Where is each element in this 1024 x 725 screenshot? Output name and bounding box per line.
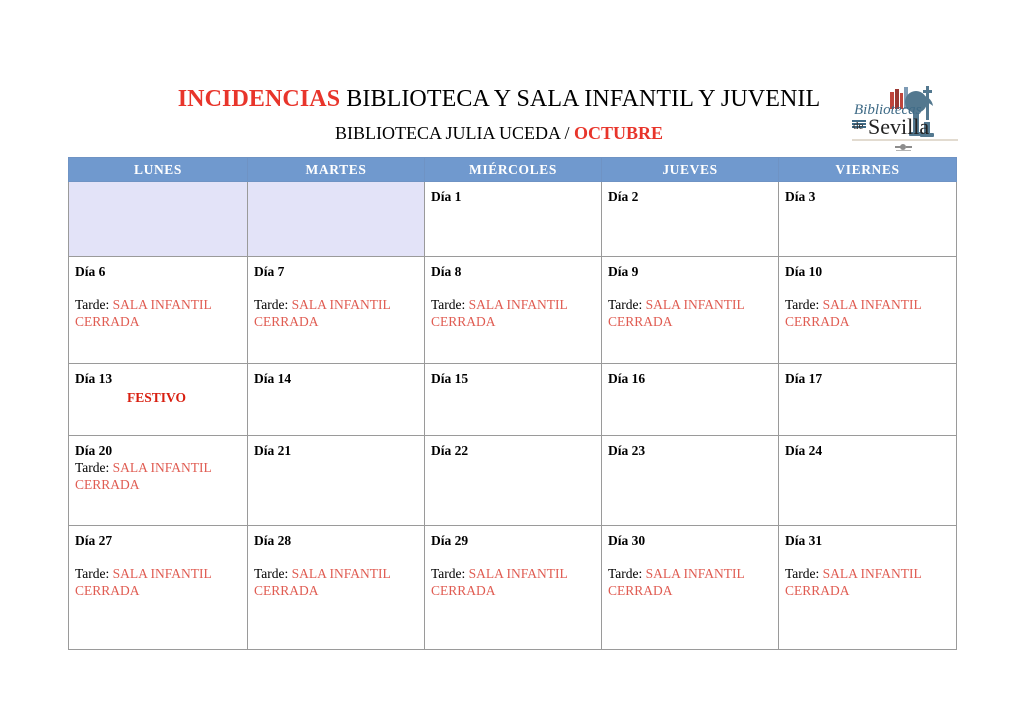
day-cell-content bbox=[69, 257, 247, 334]
calendar-day-cell bbox=[602, 436, 779, 526]
closure-note-prefix: Tarde: bbox=[254, 297, 292, 312]
calendar-day-cell bbox=[69, 436, 248, 526]
closure-note-status: SALA INFANTIL CERRADA bbox=[75, 460, 212, 492]
calendar-day-cell bbox=[69, 526, 248, 650]
closure-note bbox=[431, 296, 596, 330]
calendar-day-cell bbox=[779, 364, 957, 436]
calendar-day-cell bbox=[425, 364, 602, 436]
calendar-day-cell bbox=[425, 257, 602, 364]
calendar-day-cell bbox=[779, 257, 957, 364]
closure-note bbox=[785, 296, 951, 330]
day-label: Día 20 bbox=[75, 443, 113, 458]
day-label: Día 28 bbox=[254, 533, 292, 548]
column-header-lunes: LUNES bbox=[69, 158, 248, 182]
closure-note-status: SALA INFANTIL CERRADA bbox=[254, 566, 391, 598]
calendar-day-cell bbox=[425, 436, 602, 526]
day-label: Día 6 bbox=[75, 264, 106, 279]
day-cell-content bbox=[248, 526, 424, 603]
closure-note bbox=[431, 565, 596, 599]
closure-note-status: SALA INFANTIL CERRADA bbox=[608, 566, 745, 598]
closure-note bbox=[254, 296, 419, 330]
day-cell-content bbox=[248, 436, 424, 463]
closure-note-prefix: Tarde: bbox=[608, 297, 646, 312]
day-cell-content bbox=[602, 257, 778, 334]
column-header-martes: MARTES bbox=[248, 158, 425, 182]
page-subtitle-main: BIBLIOTECA JULIA UCEDA / bbox=[334, 123, 574, 143]
calendar-day-cell bbox=[248, 257, 425, 364]
closure-note-status: SALA INFANTIL CERRADA bbox=[431, 297, 568, 329]
calendar-day-cell bbox=[779, 182, 957, 257]
closure-note-prefix: Tarde: bbox=[785, 566, 823, 581]
calendar-week-row bbox=[69, 364, 957, 436]
day-cell-content bbox=[779, 257, 956, 334]
day-cell-content bbox=[69, 364, 247, 410]
day-label: Día 27 bbox=[75, 533, 113, 548]
day-cell-content bbox=[69, 436, 247, 497]
closure-note-status: SALA INFANTIL CERRADA bbox=[431, 566, 568, 598]
calendar-week-row bbox=[69, 257, 957, 364]
day-cell-content bbox=[425, 364, 601, 391]
day-cell-content bbox=[779, 364, 956, 391]
calendar-day-cell bbox=[69, 257, 248, 364]
closure-note-prefix: Tarde: bbox=[75, 460, 113, 475]
day-label: Día 24 bbox=[785, 443, 823, 458]
day-label: Día 1 bbox=[431, 189, 462, 204]
column-header-miercoles: MIÉRCOLES bbox=[425, 158, 602, 182]
closure-note-prefix: Tarde: bbox=[254, 566, 292, 581]
day-cell-content bbox=[248, 182, 424, 192]
calendar-header-row bbox=[69, 158, 957, 182]
calendar-day-cell bbox=[602, 257, 779, 364]
day-cell-content bbox=[248, 364, 424, 391]
day-label: Día 3 bbox=[785, 189, 816, 204]
day-label: Día 9 bbox=[608, 264, 639, 279]
day-cell-content bbox=[69, 182, 247, 192]
day-label: Día 23 bbox=[608, 443, 646, 458]
day-label: Día 14 bbox=[254, 371, 292, 386]
closure-note-status: SALA INFANTIL CERRADA bbox=[75, 566, 212, 598]
column-header-jueves: JUEVES bbox=[602, 158, 779, 182]
day-label: Día 29 bbox=[431, 533, 469, 548]
logo-text-de: de bbox=[853, 120, 864, 132]
page-title-rest: BIBLIOTECA Y SALA INFANTIL Y JUVENIL bbox=[340, 86, 821, 112]
day-cell-content bbox=[425, 436, 601, 463]
calendar-table bbox=[68, 157, 957, 650]
closure-note-prefix: Tarde: bbox=[431, 297, 469, 312]
closure-note-status: SALA INFANTIL CERRADA bbox=[785, 566, 922, 598]
calendar-day-cell bbox=[248, 364, 425, 436]
closure-note-prefix: Tarde: bbox=[608, 566, 646, 581]
calendar-day-cell bbox=[425, 526, 602, 650]
day-label: Día 10 bbox=[785, 264, 823, 279]
day-cell-content bbox=[425, 182, 601, 209]
day-label: Día 15 bbox=[431, 371, 469, 386]
day-cell-content bbox=[602, 364, 778, 391]
day-cell-content bbox=[779, 436, 956, 463]
column-header-viernes: VIERNES bbox=[779, 158, 957, 182]
calendar-week-row bbox=[69, 182, 957, 257]
closure-note bbox=[785, 565, 951, 599]
day-label: Día 30 bbox=[608, 533, 646, 548]
calendar-day-cell bbox=[248, 526, 425, 650]
day-label: Día 2 bbox=[608, 189, 639, 204]
closure-note-prefix: Tarde: bbox=[75, 297, 113, 312]
calendar-day-cell bbox=[425, 182, 602, 257]
day-cell-content bbox=[602, 436, 778, 463]
closure-note-prefix: Tarde: bbox=[785, 297, 823, 312]
logo-artwork-icon bbox=[846, 78, 964, 154]
day-cell-content bbox=[248, 257, 424, 334]
day-cell-content bbox=[69, 526, 247, 603]
closure-note bbox=[75, 459, 242, 493]
calendar-day-cell bbox=[779, 436, 957, 526]
day-cell-content bbox=[779, 526, 956, 603]
calendar-empty-cell bbox=[69, 182, 248, 257]
day-label: Día 21 bbox=[254, 443, 292, 458]
calendar-body bbox=[69, 182, 957, 650]
incidences-calendar bbox=[68, 157, 956, 650]
closure-note bbox=[608, 565, 773, 599]
day-cell-content bbox=[425, 526, 601, 603]
day-label: Día 17 bbox=[785, 371, 823, 386]
day-label: Día 13 bbox=[75, 371, 113, 386]
calendar-empty-cell bbox=[248, 182, 425, 257]
closure-note-status: SALA INFANTIL CERRADA bbox=[608, 297, 745, 329]
closure-note-status: SALA INFANTIL CERRADA bbox=[785, 297, 922, 329]
calendar-day-cell bbox=[779, 526, 957, 650]
day-cell-content bbox=[602, 182, 778, 209]
day-label: Día 16 bbox=[608, 371, 646, 386]
day-label: Día 22 bbox=[431, 443, 469, 458]
day-label: Día 7 bbox=[254, 264, 285, 279]
closure-note bbox=[75, 565, 242, 599]
closure-note-status: SALA INFANTIL CERRADA bbox=[75, 297, 212, 329]
logo-text-bibliotecas: Bibliotecas bbox=[854, 102, 922, 118]
page-title-highlight: INCIDENCIAS bbox=[177, 86, 341, 112]
closure-note-prefix: Tarde: bbox=[431, 566, 469, 581]
closure-note bbox=[254, 565, 419, 599]
logo-text-sevilla: Sevilla bbox=[868, 114, 930, 139]
day-cell-content bbox=[602, 526, 778, 603]
day-cell-content bbox=[425, 257, 601, 334]
calendar-day-cell bbox=[69, 364, 248, 436]
secondary-mark-icon bbox=[895, 144, 912, 151]
closure-note bbox=[75, 296, 242, 330]
day-label: Día 31 bbox=[785, 533, 823, 548]
closure-note-prefix: Tarde: bbox=[75, 566, 113, 581]
day-cell-content bbox=[779, 182, 956, 209]
calendar-week-row bbox=[69, 436, 957, 526]
calendar-week-row bbox=[69, 526, 957, 650]
calendar-day-cell bbox=[602, 526, 779, 650]
festivo-badge: FESTIVO bbox=[127, 390, 186, 405]
day-label: Día 8 bbox=[431, 264, 462, 279]
calendar-day-cell bbox=[248, 436, 425, 526]
closure-note bbox=[608, 296, 773, 330]
calendar-day-cell bbox=[602, 364, 779, 436]
closure-note-status: SALA INFANTIL CERRADA bbox=[254, 297, 391, 329]
page-subtitle-month: OCTUBRE bbox=[574, 123, 664, 143]
bibliotecas-de-sevilla-logo bbox=[846, 78, 964, 154]
calendar-day-cell bbox=[602, 182, 779, 257]
